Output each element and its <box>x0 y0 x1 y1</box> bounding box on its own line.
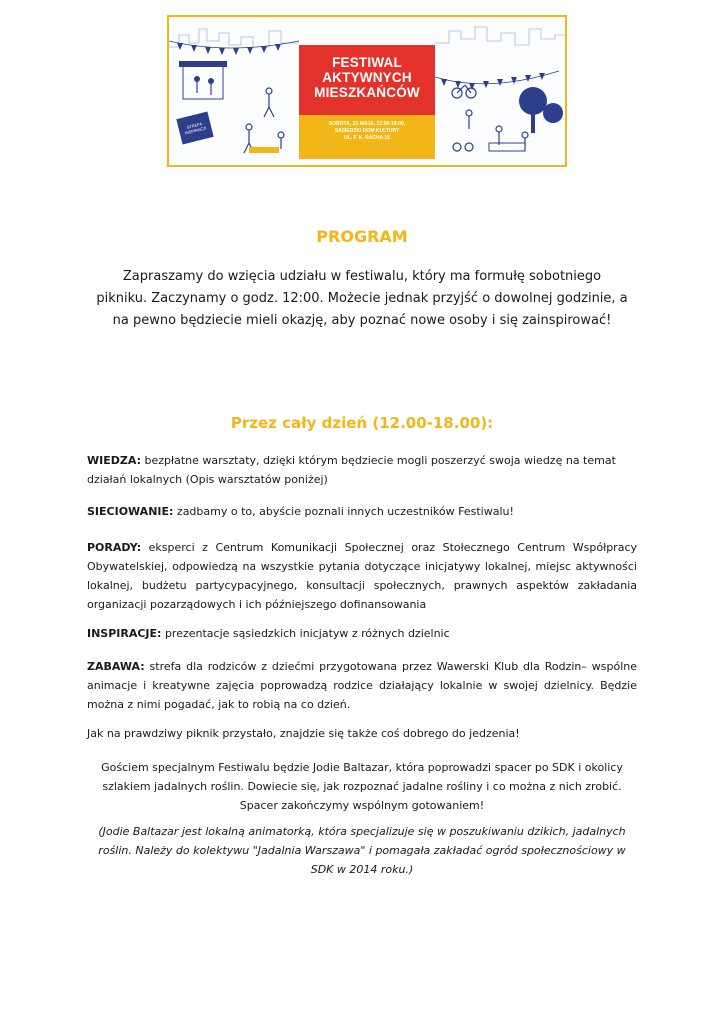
intro-paragraph: Zapraszamy do wzięcia udziału w festiwalu, który ma formułę sobotniego pikniku. Zaczynamy o godz. 12:00. Możecie jednak przyjść o dowolnej godzinie, a na pewno będziecie mieli okazję, aby poznać nowe osoby i się zainspirować! <box>96 269 628 328</box>
banner-title-box <box>299 45 435 125</box>
banner-info-line3: UL. F. K. RACHA 15 <box>344 135 390 141</box>
item-wiedza <box>87 451 637 489</box>
item-sieciowanie <box>87 502 637 521</box>
item-label: PORADY: <box>87 541 142 554</box>
item-label: ZABAWA: <box>87 660 145 673</box>
item-label: SIECIOWANIE: <box>87 505 174 518</box>
all-day-heading: Przez cały dzień (12.00-18.00): <box>230 414 494 432</box>
item-text: zadbamy o to, abyście poznali innych uczestników Festiwalu! <box>173 505 514 518</box>
item-label: INSPIRACJE: <box>87 627 162 640</box>
sign-text: STREFA INSPIRACJI <box>184 121 207 136</box>
banner-info-line1: SOBOTA, 23 MAJA, 12:00-18:00, <box>328 121 406 127</box>
picnic-paragraph: Jak na prawdziwy piknik przystało, znajdzie się także coś dobrego do jedzenia! <box>87 727 520 740</box>
guest-paragraph: Gościem specjalnym Festiwalu będzie Jodie Baltazar, która poprowadzi spacer po SDK i okolicy szlakiem jadalnych roślin. Dowiecie się, jak rozpoznać jadalne rośliny i co można z nich zrobić. Spacer zakończymy wspólnym gotowaniem! <box>101 761 623 812</box>
item-text: bezpłatne warsztaty, dzięki którym będziecie mogli poszerzyć swoja wiedzę na temat działań lokalnych (Opis warsztatów poniżej) <box>87 454 616 486</box>
item-text: prezentacje sąsiedzkich inicjatyw z różnych dzielnic <box>161 627 450 640</box>
banner-title-line3: MIESZKAŃCÓW <box>314 85 420 100</box>
banner-title-line1: FESTIWAL <box>332 55 402 70</box>
program-title: PROGRAM <box>316 227 408 246</box>
item-text: strefa dla rodziców z dziećmi przygotowana przez Wawerski Klub dla Rodzin– wspólne animacje i kreatywne zajęcia poprowadzą rodzice działający lokalnie w swojej dzielnicy. Będzie można z nimi pogadać, jak to robią na co dzień. <box>87 660 637 711</box>
festival-banner <box>167 15 567 167</box>
item-text: eksperci z Centrum Komunikacji Społecznej oraz Stołecznego Centrum Współpracy Obywatelskiej, odpowiedzą na wszystkie pytania dotyczące inicjatywy lokalnej, miejsc aktywności lokalnej, budżetu partycypacyjnego, konsultacji społecznych, prawnych aspektów zakładania organizacji pozarządowych i ich późniejszego dofinansowania <box>87 541 637 611</box>
item-inspiracje <box>87 624 637 643</box>
banner-title-line2: AKTYWNYCH <box>322 70 412 85</box>
banner-info-line2: SĄSIEDZKI DOM KULTURY <box>334 128 400 134</box>
item-porady <box>87 538 637 614</box>
jodie-note: (Jodie Baltazar jest lokalną animatorką, która specjalizuje się w poszukiwaniu dzikich, jadalnych roślin. Należy do kolektywu "Jadalnia Warszawa" i pomagała zakładać ogród społecznościowy w SDK w 2014 roku.) <box>98 825 626 876</box>
banner-info-box <box>299 115 435 159</box>
item-zabawa <box>87 657 637 714</box>
item-label: WIEDZA: <box>87 454 141 467</box>
